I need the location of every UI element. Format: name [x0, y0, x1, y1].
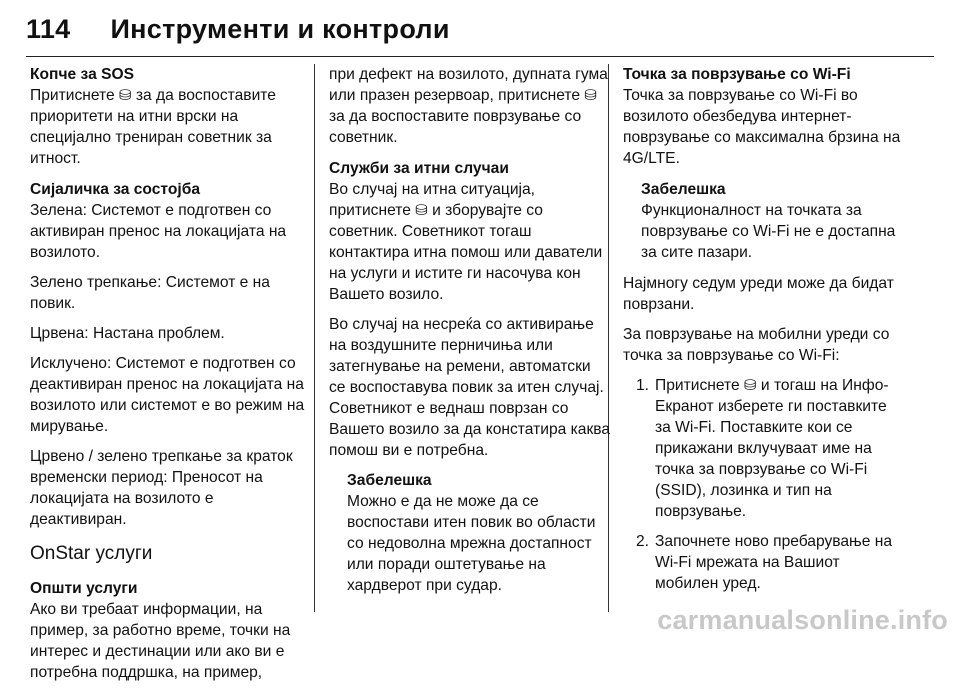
emergency-paragraph-1: Во случај на итна ситуација, притиснете ⛁ и зборувајте со советник. Советникот тогаш контактира итна помош или даватели на услуги и истите ги насочува кон Вашето возило.	[329, 181, 603, 303]
status-red-green: Црвено / зелено трепкање за краток временски период: Преносот на локацијата на возилото е деактивиран.	[30, 448, 293, 528]
header-divider	[26, 56, 934, 57]
watermark: carmanualsonline.info	[657, 605, 948, 635]
page-number: 114	[26, 14, 71, 44]
wifi-heading: Точка за поврзување со Wi-Fi	[623, 66, 851, 83]
status-red: Црвена: Настана проблем.	[30, 325, 225, 342]
onstar-button-icon: ⛁	[743, 377, 757, 394]
emergency-heading: Служби за итни случаи	[329, 160, 509, 177]
sos-paragraph: Притиснете ⛁ за да воспоставите приоритети на итни врски на специјално трениран советник за итност.	[30, 87, 276, 167]
column-2	[329, 64, 611, 606]
general-services-heading: Општи услуги	[30, 580, 138, 597]
list-item: 2. Започнете ново пребарување на Wi-Fi мрежата на Вашиот мобилен уред.	[635, 533, 893, 592]
sos-button-icon: ⛁	[415, 202, 428, 219]
wifi-steps-list	[623, 375, 905, 594]
page-title: Инструменти и контроли	[110, 14, 450, 44]
column-3	[623, 64, 905, 603]
onstar-button-icon: ⛁	[584, 87, 597, 104]
emergency-paragraph-2: Во случај на несреќа со активирање на воздушните перничиња или затегнување на ремени, автоматски се воспоставува повик за итен случај. Советникот е веднаш поврзан со Вашето возило за да констатира каква помош ви е потребна.	[329, 316, 611, 459]
status-heading: Сијаличка за состојба	[30, 181, 201, 198]
note-text: Можно е да не може да се воспостави итен повик во области со недоволна мрежна достапност или поради оштетување на хардверот при судар.	[347, 493, 596, 594]
wifi-paragraph-3: За поврзување на мобилни уреди со точка за поврзување со Wi-Fi:	[623, 326, 890, 364]
wifi-note	[641, 179, 905, 263]
status-off: Исклучено: Системот е подготвен со деактивиран пренос на локацијата на возилото или системот е во режим на мирување.	[30, 355, 305, 435]
onstar-heading: OnStar услуги	[30, 543, 153, 564]
page-header	[26, 14, 940, 45]
note-text: Функционалност на точката за поврзување со Wi-Fi не е достапна за сите пазари.	[641, 202, 896, 261]
column-1	[30, 64, 312, 692]
note-title: Забелешка	[641, 181, 726, 198]
column-divider-1	[314, 64, 315, 612]
emergency-note	[347, 470, 611, 596]
status-green: Зелена: Системот е подготвен со активиран пренос на локацијата на возилото.	[30, 202, 287, 261]
wifi-paragraph-1: Точка за поврзување со Wi-Fi во возилото обезбедува интернет-поврзување со максимална брзина на 4G/LTE.	[623, 87, 901, 167]
wifi-paragraph-2: Најмногу седум уреди може да бидат поврзани.	[623, 275, 894, 313]
list-item: 1. Притиснете ⛁ и тогаш на Инфо-Екранот изберете ги поставките за Wi-Fi. Поставките кои се прикажани вклучуваат име на точка за поврзување со Wi-Fi (SSID), лозинка и тип на поврзување.	[635, 377, 889, 520]
note-title: Забелешка	[347, 472, 432, 489]
sos-heading: Копче за SOS	[30, 66, 135, 83]
status-green-flashing: Зелено трепкање: Системот е на повик.	[30, 274, 270, 312]
sos-button-icon: ⛁	[118, 87, 132, 104]
general-services-text: Ако ви требаат информации, на пример, за работно време, точки на интерес и дестинации или ако ви е потребна поддршка, на пример,	[30, 601, 291, 681]
continued-paragraph: при дефект на возилото, дупната гума или празен резервоар, притиснете ⛁ за да воспоставите поврзување со советник.	[329, 66, 608, 146]
